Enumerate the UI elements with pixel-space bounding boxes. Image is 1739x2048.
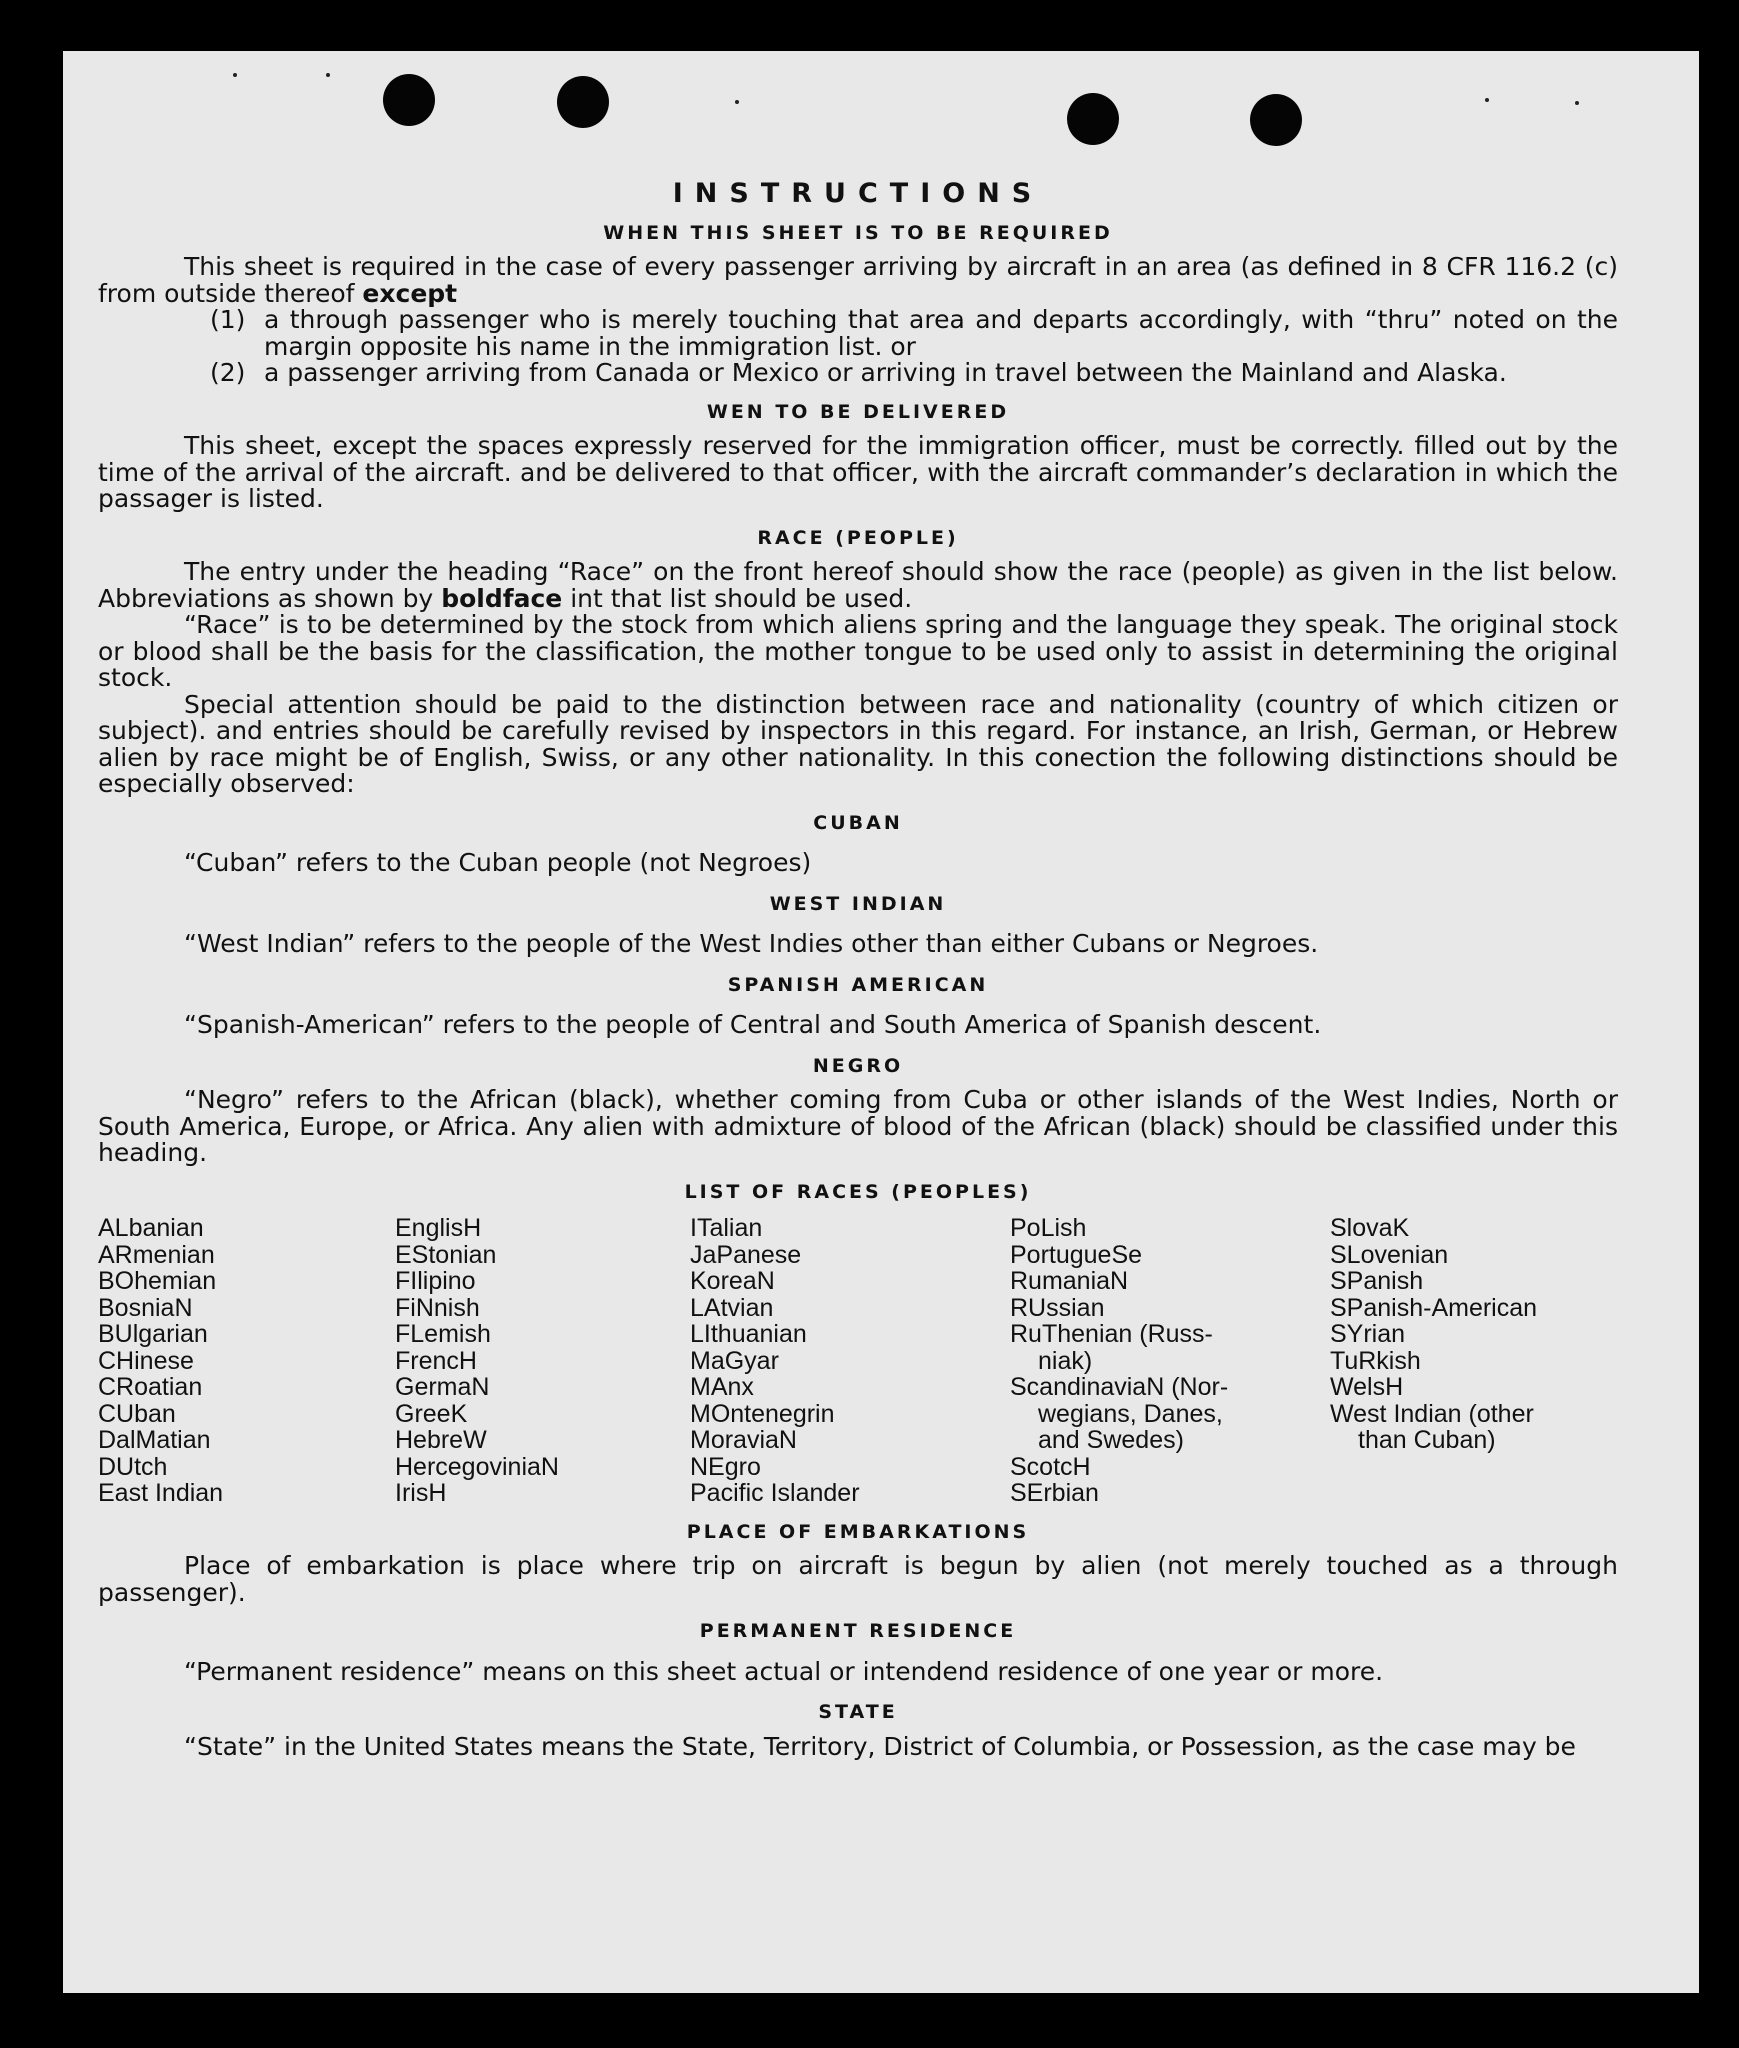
race-entry: GreeK bbox=[395, 1399, 468, 1428]
race-entry: WelsH bbox=[1330, 1373, 1404, 1401]
section-heading-residence: PERMANENT RESIDENCE bbox=[699, 1620, 1017, 1642]
race-entry: JaPanese bbox=[690, 1240, 802, 1269]
punch-hole bbox=[1250, 94, 1302, 146]
document-page bbox=[63, 51, 1699, 1993]
race-entry: PoLish bbox=[1010, 1214, 1087, 1242]
race-entry: SPanish bbox=[1330, 1267, 1424, 1295]
speck bbox=[735, 100, 739, 104]
race-entry: CRoatian bbox=[98, 1373, 203, 1401]
delivered-text: This sheet, except the spaces expressly reserved for the immigration officer, must be correctly. filled out by the time of the arrival of the aircraft. and be delivered to that officer, with the aircraft commander’s declaration in which the passager is listed. bbox=[98, 431, 1618, 513]
section-heading-embarkation: PLACE OF EMBARKATIONS bbox=[686, 1520, 1030, 1543]
race-entry: TuRkish bbox=[1330, 1346, 1421, 1375]
race-entry: FrencH bbox=[395, 1346, 477, 1375]
except-bold: except bbox=[362, 278, 458, 308]
page-title: INSTRUCTIONS bbox=[672, 178, 1044, 209]
race-entry: EnglisH bbox=[395, 1214, 482, 1242]
punch-hole bbox=[1067, 93, 1119, 145]
boldface-bold: boldface bbox=[441, 583, 563, 613]
section-heading-race: RACE (PEOPLE) bbox=[757, 526, 959, 549]
race-entry: MoraviaN bbox=[690, 1426, 797, 1454]
race-entry: SLovenian bbox=[1330, 1240, 1449, 1269]
race-paragraph-2: “Race” is to be determined by the stock from which aliens spring and the language they speak. The original stock or blood shall be the basis for the classification, the mother tongue to be used only to assist in determining the original stock. bbox=[98, 610, 1618, 692]
race-entry: BosniaN bbox=[98, 1293, 193, 1322]
race-entry: BUlgarian bbox=[98, 1320, 208, 1348]
race-entry: RuThenian (Russ- bbox=[1010, 1320, 1213, 1348]
west-indian-text: “West Indian” refers to the people of the West Indies other than either Cubans or Negroes. bbox=[184, 929, 1319, 958]
speck bbox=[1575, 101, 1579, 105]
race-entry: MAnx bbox=[690, 1373, 754, 1401]
race-entry: HercegoviniaN bbox=[395, 1452, 559, 1481]
race-entry: East Indian bbox=[98, 1479, 224, 1507]
section-heading-negro: NEGRO bbox=[812, 1054, 904, 1077]
race-entry: BOhemian bbox=[98, 1267, 217, 1295]
race-entry: FIlipino bbox=[395, 1267, 476, 1295]
race-entry: SErbian bbox=[1010, 1479, 1099, 1507]
negro-text: “Negro” refers to the African (black), whether coming from Cuba or other islands of the West Indies, North or South America, Europe, or Africa. Any alien with admixture of blood of the African (black) should be classified under this heading. bbox=[98, 1085, 1618, 1167]
race-column bbox=[1010, 1215, 1330, 1507]
race-entry: KoreaN bbox=[690, 1267, 775, 1295]
race-column bbox=[395, 1215, 690, 1507]
race-entry: ScandinaviaN (Nor- bbox=[1010, 1373, 1229, 1401]
race-entry: Pacific Islander bbox=[690, 1479, 860, 1507]
punch-hole bbox=[557, 76, 609, 128]
race-entry: DUtch bbox=[98, 1452, 168, 1481]
race-entry: RumaniaN bbox=[1010, 1267, 1129, 1295]
race-entry: CUban bbox=[98, 1399, 176, 1428]
race-paragraph-3: Special attention should be paid to the distinction between race and nationality (country of which citizen or subject). and entries should be carefully revised by inspectors in this regard. For instance, an Irish, German, or Hebrew alien by race might be of English, Swiss, or any other nationality. In this conection the following distinctions should be especially observed: bbox=[98, 689, 1618, 798]
race-entry: wegians, Danes, bbox=[1038, 1399, 1223, 1428]
race-entry: niak) bbox=[1038, 1346, 1093, 1375]
race-entry: GermaN bbox=[395, 1373, 490, 1401]
race-entry: SPanish-American bbox=[1330, 1293, 1538, 1322]
cuban-text: “Cuban” refers to the Cuban people (not Negroes) bbox=[184, 848, 812, 877]
punch-hole bbox=[383, 74, 435, 126]
race-column bbox=[690, 1215, 1010, 1507]
race-entry: West Indian (other bbox=[1330, 1399, 1534, 1428]
section-heading-west-indian: WEST INDIAN bbox=[769, 892, 947, 915]
section-heading-list: LIST OF RACES (PEOPLES) bbox=[684, 1180, 1032, 1203]
race-entry: LAtvian bbox=[690, 1293, 774, 1322]
race-entry: SYrian bbox=[1330, 1320, 1406, 1348]
race-entry: EStonian bbox=[395, 1240, 497, 1269]
exception-item-1: (1) a through passenger who is merely touching that area and departs accordingly, with “thru” noted on the margin opposite his name in the immigration list. or bbox=[210, 305, 1618, 361]
race-entry: SlovaK bbox=[1330, 1214, 1410, 1242]
race-paragraph-1: The entry under the heading “Race” on the front hereof should show the race (people) as given in the list below. Abbreviations as shown by boldface int that list should be used. bbox=[98, 557, 1618, 613]
race-entry: ITalian bbox=[690, 1214, 763, 1242]
spanish-american-text: “Spanish-American” refers to the people of Central and South America of Spanish descent. bbox=[184, 1010, 1322, 1039]
embarkation-text: Place of embarkation is place where trip on aircraft is begun by alien (not merely touched as a through passenger). bbox=[98, 1551, 1618, 1607]
race-column bbox=[98, 1215, 395, 1507]
race-entry: FiNnish bbox=[395, 1293, 480, 1322]
section-heading-cuban: CUBAN bbox=[813, 811, 903, 834]
race-entry: FLemish bbox=[395, 1320, 491, 1348]
race-entry: ALbanian bbox=[98, 1214, 204, 1242]
exception-item-2: (2) a passenger arriving from Canada or Mexico or arriving in travel between the Mainland and Alaska. bbox=[210, 358, 1507, 387]
race-list bbox=[98, 1215, 1618, 1507]
race-column bbox=[1330, 1215, 1580, 1507]
instructions-content bbox=[98, 178, 1618, 1761]
speck bbox=[326, 73, 330, 77]
race-entry: MOntenegrin bbox=[690, 1399, 835, 1428]
race-entry: RUssian bbox=[1010, 1293, 1105, 1322]
residence-text: “Permanent residence” means on this sheet actual or intendend residence of one year or more. bbox=[184, 1656, 1384, 1686]
race-entry: ScotcH bbox=[1010, 1452, 1091, 1481]
section-heading-required: WHEN THIS SHEET IS TO BE REQUIRED bbox=[603, 221, 1113, 244]
race-entry: CHinese bbox=[98, 1346, 194, 1375]
speck bbox=[1485, 98, 1489, 102]
race-entry: NEgro bbox=[690, 1452, 761, 1481]
section-heading-spanish-american: SPANISH AMERICAN bbox=[727, 973, 989, 996]
section-heading-state: STATE bbox=[818, 1701, 898, 1723]
state-text: “State” in the United States means the State, Territory, District of Columbia, or Possession, as the case may be bbox=[184, 1731, 1576, 1761]
race-entry: HebreW bbox=[395, 1426, 487, 1454]
race-entry: and Swedes) bbox=[1038, 1426, 1184, 1454]
race-entry: DalMatian bbox=[98, 1426, 211, 1454]
race-entry: MaGyar bbox=[690, 1346, 779, 1375]
section-heading-delivered: WEN TO BE DELIVERED bbox=[706, 400, 1010, 423]
race-entry: PortugueSe bbox=[1010, 1240, 1143, 1269]
race-entry: LIthuanian bbox=[690, 1320, 807, 1348]
race-entry: ARmenian bbox=[98, 1240, 215, 1269]
race-entry: than Cuban) bbox=[1358, 1426, 1496, 1454]
race-entry: IrisH bbox=[395, 1479, 447, 1507]
required-intro: This sheet is required in the case of every passenger arriving by aircraft in an area (as defined in 8 CFR 116.2 (c) from outside thereof except bbox=[98, 252, 1618, 308]
speck bbox=[233, 73, 237, 77]
